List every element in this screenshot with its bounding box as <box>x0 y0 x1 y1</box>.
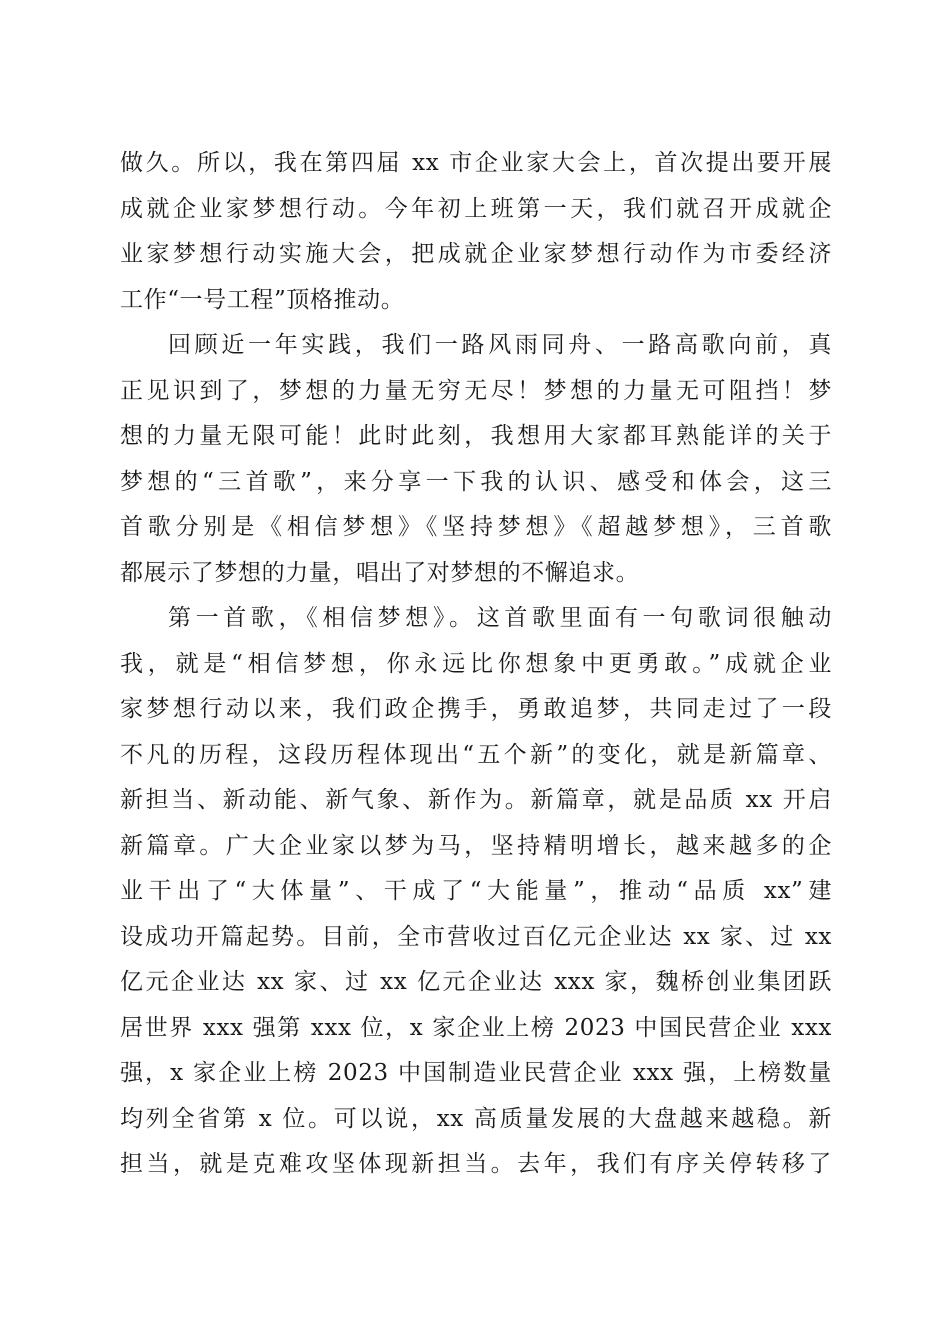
text-line: 居世界 xxx 强第 xxx 位，x 家企业上榜 2023 中国民营企业 xxx <box>120 1014 832 1041</box>
text-line: 均列全省第 x 位。可以说，xx 高质量发展的大盘越来越稳。新 <box>120 1105 832 1132</box>
paragraph-1 <box>120 141 832 323</box>
text-line: 强，x 家企业上榜 2023 中国制造业民营企业 xxx 强，上榜数量 <box>120 1060 832 1086</box>
text-line: 业家梦想行动实施大会，把成就企业家梦想行动作为市委经济 <box>120 241 832 267</box>
document-body <box>120 141 832 1188</box>
text-line: 回顾近一年实践，我们一路风雨同舟、一路高歌向前，真 <box>168 332 832 358</box>
text-line: 业干出了“大体量”、干成了“大能量”，推动“品质 xx”建 <box>120 878 832 904</box>
paragraph-2 <box>120 323 832 596</box>
text-line: 新篇章。广大企业家以梦为马，坚持精明增长，越来越多的企 <box>120 832 832 859</box>
text-line: 正见识到了，梦想的力量无穷无尽！梦想的力量无可阻挡！梦 <box>120 377 832 404</box>
text-line: 梦想的“三首歌”，来分享一下我的认识、感受和体会，这三 <box>120 468 832 495</box>
text-line: 做久。所以，我在第四届 xx 市企业家大会上，首次提出要开展 <box>120 150 832 176</box>
text-line: 第一首歌，《相信梦想》。这首歌里面有一句歌词很触动 <box>168 605 832 631</box>
text-line: 成就企业家梦想行动。今年初上班第一天，我们就召开成就企 <box>120 195 832 222</box>
text-line: 都展示了梦想的力量，唱出了对梦想的不懈追求。 <box>120 559 640 586</box>
text-line: 家梦想行动以来，我们政企携手，勇敢追梦，共同走过了一段 <box>120 696 832 722</box>
text-line: 我，就是“相信梦想，你永远比你想象中更勇敢。”成就企业 <box>120 650 832 677</box>
text-line: 设成功开篇起势。目前，全市营收过百亿元企业达 xx 家、过 xx <box>120 923 832 950</box>
text-line: 工作“一号工程”顶格推动。 <box>120 286 405 313</box>
text-line: 亿元企业达 xx 家、过 xx 亿元企业达 xxx 家，魏桥创业集团跃 <box>120 969 832 995</box>
text-line: 首歌分别是《相信梦想》《坚持梦想》《超越梦想》，三首歌 <box>120 514 832 540</box>
text-line: 不凡的历程，这段历程体现出“五个新”的变化，就是新篇章、 <box>120 741 832 768</box>
text-line: 新担当、新动能、新气象、新作为。新篇章，就是品质 xx 开启 <box>120 787 832 813</box>
text-line: 担当，就是克难攻坚体现新担当。去年，我们有序关停转移了 <box>120 1151 832 1177</box>
text-line: 想的力量无限可能！此时此刻，我想用大家都耳熟能详的关于 <box>120 423 832 449</box>
paragraph-3 <box>120 596 832 1188</box>
